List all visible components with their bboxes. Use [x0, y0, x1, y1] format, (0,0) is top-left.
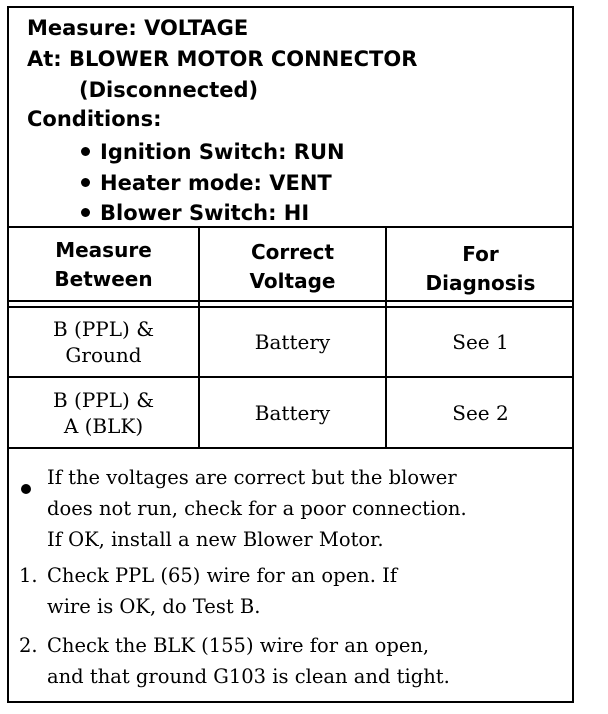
divider	[9, 447, 572, 449]
table-row-1-voltage: Battery	[254, 330, 331, 354]
condition-item: Heater mode: VENT	[81, 171, 332, 195]
measure-line: Measure: VOLTAGE	[27, 16, 249, 40]
header-block	[9, 8, 572, 226]
condition-item: Ignition Switch: RUN	[81, 140, 345, 164]
bullet-note: If the voltages are correct but the blower does not run, check for a poor connection. If OK, install a new Blower Motor.	[47, 462, 467, 555]
column-header-measure-between: Measure Between	[54, 238, 153, 291]
header-double-divider	[9, 300, 572, 308]
table-row-1-between: B (PPL) & Ground	[52, 317, 154, 367]
bullet-icon	[81, 178, 90, 187]
at-line: At: BLOWER MOTOR CONNECTOR	[27, 47, 418, 71]
table-row-2-diagnosis: See 2	[452, 400, 509, 425]
conditions-label: Conditions:	[27, 107, 162, 131]
at-sub-line: (Disconnected)	[79, 78, 259, 102]
column-header-correct-voltage: Correct Voltage	[249, 240, 336, 293]
note-item-1: 1. Check PPL (65) wire for an open. If wire is OK, do Test B.	[19, 564, 398, 618]
divider	[9, 226, 572, 228]
test-card	[7, 6, 574, 703]
condition-item: Blower Switch: HI	[81, 201, 309, 225]
note-item-2: 2. Check the BLK (155) wire for an open, and that ground G103 is clean and tight.	[19, 634, 450, 688]
bullet-icon	[21, 484, 31, 494]
bullet-icon	[81, 208, 90, 217]
table-row-2-between: B (PPL) & A (BLK)	[52, 387, 154, 438]
bullet-icon	[81, 147, 90, 156]
table-row-2-voltage: Battery	[254, 400, 331, 425]
table-row-1-diagnosis: See 1	[452, 330, 509, 354]
column-header-for-diagnosis: For Diagnosis	[425, 242, 536, 295]
